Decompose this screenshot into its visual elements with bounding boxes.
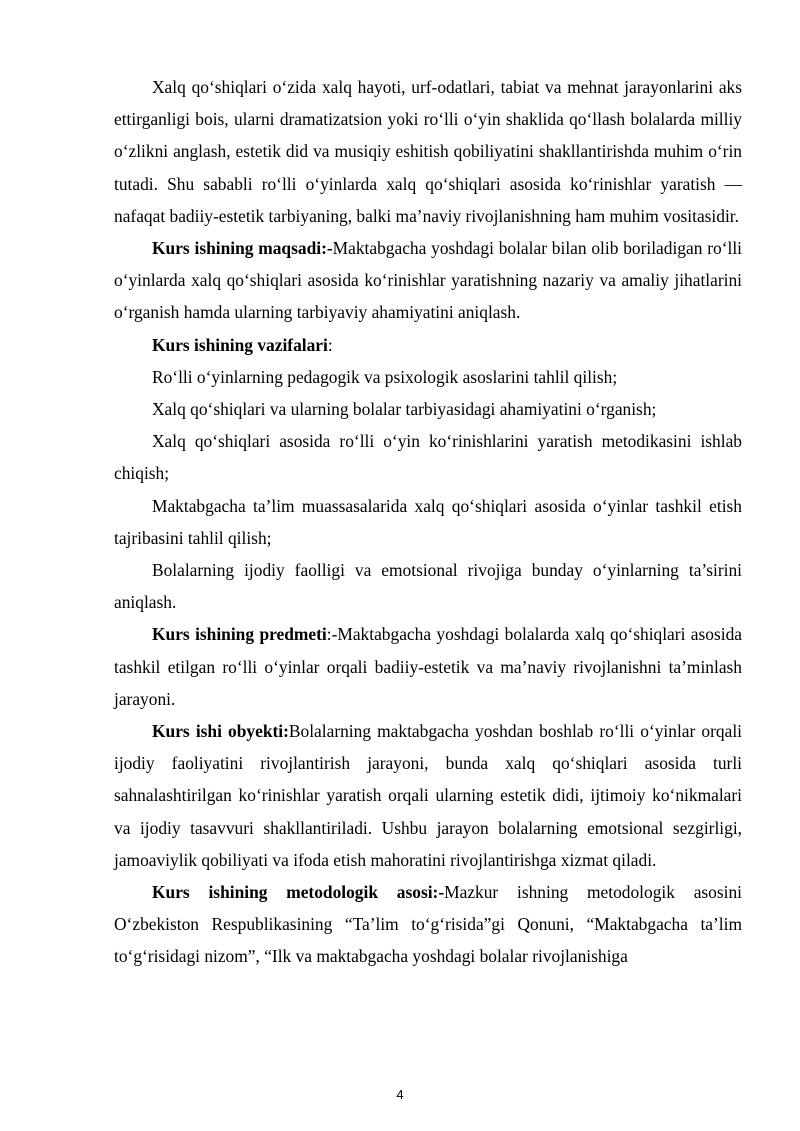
paragraph-text: Maktabgacha yoshdagi bolalar bilan olib boriladigan ro‘lli o‘yinlarda xalq qo‘shiqlari asosida ko‘rinishlar yaratishning nazariy va amaliy jihatlarini o‘rganish hamda ularning tarbiyaviy ahamiyatini aniqlash. xyxy=(114,238,742,323)
paragraph-object xyxy=(114,715,742,876)
paragraph-task-5 xyxy=(114,554,742,618)
page-number: 4 xyxy=(396,1087,404,1102)
paragraph-text: Xalq qo‘shiqlari o‘zida xalq hayoti, urf-odatlari, tabiat va mehnat jarayonlarini aks ettirganligi bois, ularni dramatizatsion yoki ro‘lli o‘yin shaklida qo‘llash bolalarda milliy o‘zlikni anglash, estetik did va musiqiy eshitish qobiliyatini shakllantirishda muhim o‘rin tutadi. Shu sababli ro‘lli o‘yinlarda xalq qo‘shiqlari asosida ko‘rinishlar yaratish — nafaqat badiiy-estetik tarbiyaning, balki ma’naviy rivojlanishning ham muhim vositasidir. xyxy=(114,77,742,226)
paragraph-tasks-heading xyxy=(114,329,742,361)
paragraph-text: Xalq qo‘shiqlari va ularning bolalar tarbiyasidagi ahamiyatini o‘rganish; xyxy=(152,399,657,420)
paragraph-text: Mazkur ishning metodologik asosini O‘zbekiston Respublikasining “Ta’lim to‘g‘risida”gi Qonuni, “Maktabgacha ta’lim to‘g‘risidagi nizom”, “Ilk va maktabgacha yoshdagi bolalar rivojlanishiga xyxy=(114,882,743,967)
paragraph-task-4 xyxy=(114,490,742,554)
paragraph-heading: Kurs ishining maqsadi:- xyxy=(152,238,333,259)
paragraph-text: :-Maktabgacha yoshdagi bolalarda xalq qo‘shiqlari asosida tashkil etilgan ro‘lli o‘yinlar orqali badiiy-estetik va ma’naviy rivojlanishni ta’minlash jarayoni. xyxy=(114,624,742,709)
paragraph-heading: Kurs ishining metodologik asosi:- xyxy=(152,882,445,903)
paragraph-task-3 xyxy=(114,425,742,489)
paragraph-text: Bolalarning maktabgacha yoshdan boshlab ro‘lli o‘yinlar orqali ijodiy faoliyatini rivojlantirish jarayoni, bunda xalq qo‘shiqlari asosida turli sahnalashtirilgan ko‘rinishlar yaratish orqali ularning estetik didi, ijtimoiy ko‘nikmalari va ijodiy tasavvuri shakllantiriladi. Ushbu jarayon bolalarning emotsional sezgirligi, jamoaviylik qobiliyati va ifoda etish mahoratini rivojlantirishga xizmat qiladi. xyxy=(114,721,742,870)
paragraph-text: : xyxy=(327,334,333,355)
paragraph-methodology xyxy=(114,876,742,973)
paragraph-text: Ro‘lli o‘yinlarning pedagogik va psixologik asoslarini tahlil qilish; xyxy=(152,366,618,387)
paragraph-subject xyxy=(114,618,742,715)
paragraph-intro xyxy=(114,71,742,232)
paragraph-heading: Kurs ishining vazifalari xyxy=(152,334,328,355)
paragraph-task-2 xyxy=(114,393,742,425)
paragraph-heading: Kurs ishi obyekti: xyxy=(152,721,289,742)
paragraph-heading: Kurs ishining predmeti xyxy=(152,624,327,645)
paragraph-text: Maktabgacha ta’lim muassasalarida xalq qo‘shiqlari asosida o‘yinlar tashkil etish tajribasini tahlil qilish; xyxy=(114,495,742,548)
body-text xyxy=(114,71,742,973)
paragraph-text: Bolalarning ijodiy faolligi va emotsional rivojiga bunday o‘yinlarning ta’sirini aniqlash. xyxy=(114,560,742,613)
paragraph-text: Xalq qo‘shiqlari asosida ro‘lli o‘yin ko‘rinishlarini yaratish metodikasini ishlab chiqish; xyxy=(114,431,742,484)
paragraph-task-1 xyxy=(114,361,742,393)
paragraph-goal xyxy=(114,232,742,329)
